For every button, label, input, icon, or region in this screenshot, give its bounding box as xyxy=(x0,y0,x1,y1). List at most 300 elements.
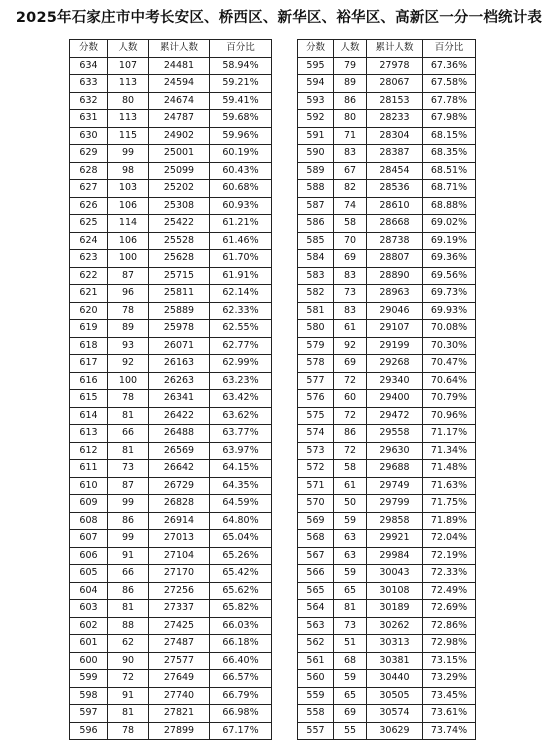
score-cell: 575 xyxy=(298,407,334,425)
count-cell: 83 xyxy=(334,302,367,320)
count-cell: 79 xyxy=(334,57,367,75)
cumulative-cell: 27821 xyxy=(149,705,210,723)
percent-cell: 70.79% xyxy=(423,390,476,408)
cumulative-cell: 26729 xyxy=(149,477,210,495)
score-cell: 588 xyxy=(298,180,334,198)
count-cell: 83 xyxy=(334,267,367,285)
percent-cell: 59.21% xyxy=(210,75,272,93)
table-row xyxy=(298,92,476,110)
percent-cell: 59.41% xyxy=(210,92,272,110)
cumulative-cell: 29400 xyxy=(367,390,423,408)
table-row xyxy=(298,75,476,93)
table-row xyxy=(70,705,272,723)
score-cell: 619 xyxy=(70,320,108,338)
table-row xyxy=(70,127,272,145)
percent-cell: 66.18% xyxy=(210,635,272,653)
count-cell: 106 xyxy=(108,197,149,215)
count-cell: 81 xyxy=(108,442,149,460)
percent-cell: 72.33% xyxy=(423,565,476,583)
header-count: 人数 xyxy=(108,40,149,58)
table-row xyxy=(70,477,272,495)
score-cell: 620 xyxy=(70,302,108,320)
table-row xyxy=(70,92,272,110)
table-row xyxy=(70,145,272,163)
cumulative-cell: 28387 xyxy=(367,145,423,163)
count-cell: 100 xyxy=(108,372,149,390)
score-cell: 592 xyxy=(298,110,334,128)
score-cell: 565 xyxy=(298,582,334,600)
cumulative-cell: 25715 xyxy=(149,267,210,285)
score-cell: 601 xyxy=(70,635,108,653)
score-cell: 615 xyxy=(70,390,108,408)
table-row xyxy=(298,145,476,163)
score-cell: 614 xyxy=(70,407,108,425)
count-cell: 51 xyxy=(334,635,367,653)
score-cell: 630 xyxy=(70,127,108,145)
score-cell: 593 xyxy=(298,92,334,110)
header-percent: 百分比 xyxy=(210,40,272,58)
count-cell: 66 xyxy=(108,565,149,583)
score-cell: 580 xyxy=(298,320,334,338)
header-cumulative: 累计人数 xyxy=(149,40,210,58)
table-row xyxy=(70,547,272,565)
count-cell: 59 xyxy=(334,512,367,530)
table-header-row xyxy=(298,40,476,58)
percent-cell: 65.42% xyxy=(210,565,272,583)
table-row xyxy=(298,320,476,338)
percent-cell: 69.73% xyxy=(423,285,476,303)
score-cell: 595 xyxy=(298,57,334,75)
percent-cell: 72.98% xyxy=(423,635,476,653)
table-row xyxy=(70,407,272,425)
percent-cell: 68.15% xyxy=(423,127,476,145)
table-row xyxy=(70,180,272,198)
count-cell: 81 xyxy=(108,705,149,723)
cumulative-cell: 29046 xyxy=(367,302,423,320)
percent-cell: 68.35% xyxy=(423,145,476,163)
cumulative-cell: 25978 xyxy=(149,320,210,338)
percent-cell: 61.70% xyxy=(210,250,272,268)
cumulative-cell: 28067 xyxy=(367,75,423,93)
table-row xyxy=(298,460,476,478)
score-table-right xyxy=(297,39,476,740)
count-cell: 50 xyxy=(334,495,367,513)
count-cell: 89 xyxy=(334,75,367,93)
percent-cell: 69.02% xyxy=(423,215,476,233)
cumulative-cell: 27649 xyxy=(149,670,210,688)
table-row xyxy=(298,530,476,548)
cumulative-cell: 27740 xyxy=(149,687,210,705)
cumulative-cell: 29688 xyxy=(367,460,423,478)
score-cell: 576 xyxy=(298,390,334,408)
count-cell: 103 xyxy=(108,180,149,198)
score-cell: 616 xyxy=(70,372,108,390)
cumulative-cell: 26488 xyxy=(149,425,210,443)
score-cell: 558 xyxy=(298,705,334,723)
cumulative-cell: 28304 xyxy=(367,127,423,145)
score-cell: 613 xyxy=(70,425,108,443)
percent-cell: 73.45% xyxy=(423,687,476,705)
cumulative-cell: 28738 xyxy=(367,232,423,250)
score-cell: 605 xyxy=(70,565,108,583)
percent-cell: 62.14% xyxy=(210,285,272,303)
percent-cell: 63.77% xyxy=(210,425,272,443)
percent-cell: 70.08% xyxy=(423,320,476,338)
table-row xyxy=(298,600,476,618)
percent-cell: 70.47% xyxy=(423,355,476,373)
cumulative-cell: 28454 xyxy=(367,162,423,180)
table-row xyxy=(70,162,272,180)
cumulative-cell: 27425 xyxy=(149,617,210,635)
table-row xyxy=(70,267,272,285)
table-row xyxy=(70,617,272,635)
percent-cell: 67.98% xyxy=(423,110,476,128)
score-cell: 573 xyxy=(298,442,334,460)
percent-cell: 60.43% xyxy=(210,162,272,180)
count-cell: 106 xyxy=(108,232,149,250)
cumulative-cell: 25308 xyxy=(149,197,210,215)
header-score: 分数 xyxy=(298,40,334,58)
table-row xyxy=(298,425,476,443)
count-cell: 72 xyxy=(334,372,367,390)
score-cell: 578 xyxy=(298,355,334,373)
percent-cell: 65.62% xyxy=(210,582,272,600)
table-row xyxy=(70,110,272,128)
count-cell: 83 xyxy=(334,145,367,163)
percent-cell: 71.75% xyxy=(423,495,476,513)
score-cell: 591 xyxy=(298,127,334,145)
cumulative-cell: 24481 xyxy=(149,57,210,75)
score-cell: 632 xyxy=(70,92,108,110)
cumulative-cell: 30440 xyxy=(367,670,423,688)
count-cell: 87 xyxy=(108,477,149,495)
header-cumulative: 累计人数 xyxy=(367,40,423,58)
percent-cell: 60.19% xyxy=(210,145,272,163)
percent-cell: 63.23% xyxy=(210,372,272,390)
score-cell: 628 xyxy=(70,162,108,180)
score-cell: 582 xyxy=(298,285,334,303)
table-row xyxy=(70,320,272,338)
cumulative-cell: 29107 xyxy=(367,320,423,338)
score-cell: 600 xyxy=(70,652,108,670)
count-cell: 69 xyxy=(334,705,367,723)
cumulative-cell: 29472 xyxy=(367,407,423,425)
percent-cell: 66.57% xyxy=(210,670,272,688)
percent-cell: 65.82% xyxy=(210,600,272,618)
score-cell: 566 xyxy=(298,565,334,583)
count-cell: 99 xyxy=(108,530,149,548)
count-cell: 80 xyxy=(108,92,149,110)
table-row xyxy=(70,600,272,618)
table-row xyxy=(70,250,272,268)
table-row xyxy=(298,285,476,303)
count-cell: 86 xyxy=(108,512,149,530)
percent-cell: 70.64% xyxy=(423,372,476,390)
cumulative-cell: 26071 xyxy=(149,337,210,355)
count-cell: 61 xyxy=(334,320,367,338)
percent-cell: 68.71% xyxy=(423,180,476,198)
count-cell: 100 xyxy=(108,250,149,268)
cumulative-cell: 30505 xyxy=(367,687,423,705)
table-row xyxy=(70,285,272,303)
percent-cell: 62.33% xyxy=(210,302,272,320)
table-row xyxy=(298,670,476,688)
table-row xyxy=(298,547,476,565)
score-cell: 626 xyxy=(70,197,108,215)
percent-cell: 60.68% xyxy=(210,180,272,198)
score-cell: 604 xyxy=(70,582,108,600)
score-cell: 563 xyxy=(298,617,334,635)
count-cell: 67 xyxy=(334,162,367,180)
table-row xyxy=(70,302,272,320)
cumulative-cell: 30381 xyxy=(367,652,423,670)
percent-cell: 72.04% xyxy=(423,530,476,548)
count-cell: 96 xyxy=(108,285,149,303)
percent-cell: 66.40% xyxy=(210,652,272,670)
percent-cell: 71.17% xyxy=(423,425,476,443)
count-cell: 98 xyxy=(108,162,149,180)
count-cell: 74 xyxy=(334,197,367,215)
table-row xyxy=(298,652,476,670)
count-cell: 86 xyxy=(334,425,367,443)
score-cell: 627 xyxy=(70,180,108,198)
count-cell: 113 xyxy=(108,110,149,128)
table-row xyxy=(70,635,272,653)
count-cell: 73 xyxy=(334,617,367,635)
cumulative-cell: 26569 xyxy=(149,442,210,460)
cumulative-cell: 28610 xyxy=(367,197,423,215)
cumulative-cell: 29799 xyxy=(367,495,423,513)
cumulative-cell: 29199 xyxy=(367,337,423,355)
score-cell: 606 xyxy=(70,547,108,565)
cumulative-cell: 27104 xyxy=(149,547,210,565)
table-row xyxy=(70,460,272,478)
page-title: 2025年石家庄市中考长安区、桥西区、新华区、裕华区、高新区一分一档统计表 xyxy=(15,10,543,26)
percent-cell: 66.98% xyxy=(210,705,272,723)
score-cell: 587 xyxy=(298,197,334,215)
percent-cell: 70.96% xyxy=(423,407,476,425)
score-cell: 597 xyxy=(70,705,108,723)
cumulative-cell: 29630 xyxy=(367,442,423,460)
percent-cell: 73.29% xyxy=(423,670,476,688)
cumulative-cell: 27978 xyxy=(367,57,423,75)
count-cell: 93 xyxy=(108,337,149,355)
table-row xyxy=(298,407,476,425)
score-cell: 603 xyxy=(70,600,108,618)
cumulative-cell: 24594 xyxy=(149,75,210,93)
percent-cell: 61.91% xyxy=(210,267,272,285)
score-cell: 633 xyxy=(70,75,108,93)
percent-cell: 72.49% xyxy=(423,582,476,600)
score-cell: 611 xyxy=(70,460,108,478)
table-row xyxy=(70,495,272,513)
score-cell: 589 xyxy=(298,162,334,180)
percent-cell: 67.58% xyxy=(423,75,476,93)
count-cell: 86 xyxy=(334,92,367,110)
count-cell: 72 xyxy=(334,442,367,460)
table-header-row xyxy=(70,40,272,58)
cumulative-cell: 27013 xyxy=(149,530,210,548)
table-row xyxy=(70,425,272,443)
percent-cell: 64.80% xyxy=(210,512,272,530)
header-score: 分数 xyxy=(70,40,108,58)
score-cell: 624 xyxy=(70,232,108,250)
percent-cell: 58.94% xyxy=(210,57,272,75)
table-row xyxy=(70,722,272,740)
percent-cell: 59.68% xyxy=(210,110,272,128)
cumulative-cell: 26828 xyxy=(149,495,210,513)
score-cell: 622 xyxy=(70,267,108,285)
count-cell: 65 xyxy=(334,687,367,705)
score-cell: 618 xyxy=(70,337,108,355)
cumulative-cell: 30043 xyxy=(367,565,423,583)
score-cell: 586 xyxy=(298,215,334,233)
table-row xyxy=(70,372,272,390)
score-cell: 612 xyxy=(70,442,108,460)
table-row xyxy=(70,512,272,530)
table-row xyxy=(298,617,476,635)
cumulative-cell: 28153 xyxy=(367,92,423,110)
count-cell: 72 xyxy=(108,670,149,688)
percent-cell: 69.36% xyxy=(423,250,476,268)
table-row xyxy=(298,477,476,495)
cumulative-cell: 29340 xyxy=(367,372,423,390)
cumulative-cell: 29921 xyxy=(367,530,423,548)
count-cell: 107 xyxy=(108,57,149,75)
count-cell: 66 xyxy=(108,425,149,443)
score-cell: 617 xyxy=(70,355,108,373)
percent-cell: 62.99% xyxy=(210,355,272,373)
percent-cell: 66.79% xyxy=(210,687,272,705)
table-row xyxy=(298,635,476,653)
table-row xyxy=(298,250,476,268)
count-cell: 55 xyxy=(334,722,367,740)
count-cell: 68 xyxy=(334,652,367,670)
score-cell: 579 xyxy=(298,337,334,355)
table-row xyxy=(298,390,476,408)
table-row xyxy=(70,530,272,548)
score-cell: 631 xyxy=(70,110,108,128)
cumulative-cell: 28233 xyxy=(367,110,423,128)
table-row xyxy=(298,705,476,723)
cumulative-cell: 24674 xyxy=(149,92,210,110)
score-cell: 559 xyxy=(298,687,334,705)
table-row xyxy=(298,722,476,740)
table-row xyxy=(70,232,272,250)
cumulative-cell: 30629 xyxy=(367,722,423,740)
cumulative-cell: 25202 xyxy=(149,180,210,198)
count-cell: 90 xyxy=(108,652,149,670)
table-row xyxy=(298,495,476,513)
percent-cell: 69.56% xyxy=(423,267,476,285)
score-cell: 598 xyxy=(70,687,108,705)
score-cell: 570 xyxy=(298,495,334,513)
cumulative-cell: 26163 xyxy=(149,355,210,373)
score-cell: 569 xyxy=(298,512,334,530)
cumulative-cell: 24902 xyxy=(149,127,210,145)
table-row xyxy=(298,162,476,180)
table-row xyxy=(298,337,476,355)
score-cell: 596 xyxy=(70,722,108,740)
count-cell: 87 xyxy=(108,267,149,285)
count-cell: 65 xyxy=(334,582,367,600)
cumulative-cell: 30189 xyxy=(367,600,423,618)
percent-cell: 69.93% xyxy=(423,302,476,320)
table-row xyxy=(70,582,272,600)
score-cell: 568 xyxy=(298,530,334,548)
cumulative-cell: 28668 xyxy=(367,215,423,233)
count-cell: 69 xyxy=(334,250,367,268)
table-row xyxy=(70,670,272,688)
percent-cell: 64.15% xyxy=(210,460,272,478)
percent-cell: 68.88% xyxy=(423,197,476,215)
table-row xyxy=(298,372,476,390)
percent-cell: 72.69% xyxy=(423,600,476,618)
count-cell: 60 xyxy=(334,390,367,408)
table-row xyxy=(298,565,476,583)
count-cell: 63 xyxy=(334,530,367,548)
table-row xyxy=(298,355,476,373)
score-cell: 621 xyxy=(70,285,108,303)
count-cell: 81 xyxy=(108,600,149,618)
percent-cell: 71.48% xyxy=(423,460,476,478)
header-percent: 百分比 xyxy=(423,40,476,58)
score-cell: 599 xyxy=(70,670,108,688)
count-cell: 62 xyxy=(108,635,149,653)
percent-cell: 71.63% xyxy=(423,477,476,495)
score-cell: 560 xyxy=(298,670,334,688)
count-cell: 58 xyxy=(334,460,367,478)
percent-cell: 60.93% xyxy=(210,197,272,215)
count-cell: 80 xyxy=(334,110,367,128)
count-cell: 73 xyxy=(334,285,367,303)
score-cell: 562 xyxy=(298,635,334,653)
percent-cell: 68.51% xyxy=(423,162,476,180)
count-cell: 78 xyxy=(108,722,149,740)
score-cell: 590 xyxy=(298,145,334,163)
score-cell: 584 xyxy=(298,250,334,268)
table-row xyxy=(298,127,476,145)
percent-cell: 61.46% xyxy=(210,232,272,250)
table-row xyxy=(70,442,272,460)
cumulative-cell: 29268 xyxy=(367,355,423,373)
cumulative-cell: 27487 xyxy=(149,635,210,653)
cumulative-cell: 26341 xyxy=(149,390,210,408)
cumulative-cell: 27577 xyxy=(149,652,210,670)
count-cell: 81 xyxy=(334,600,367,618)
cumulative-cell: 26263 xyxy=(149,372,210,390)
table-row xyxy=(70,565,272,583)
table-row xyxy=(298,512,476,530)
score-cell: 564 xyxy=(298,600,334,618)
score-cell: 577 xyxy=(298,372,334,390)
count-cell: 86 xyxy=(108,582,149,600)
table-row xyxy=(298,57,476,75)
score-cell: 634 xyxy=(70,57,108,75)
table-row xyxy=(70,355,272,373)
percent-cell: 67.36% xyxy=(423,57,476,75)
table-row xyxy=(70,215,272,233)
percent-cell: 64.35% xyxy=(210,477,272,495)
count-cell: 115 xyxy=(108,127,149,145)
percent-cell: 61.21% xyxy=(210,215,272,233)
count-cell: 78 xyxy=(108,302,149,320)
cumulative-cell: 30262 xyxy=(367,617,423,635)
percent-cell: 64.59% xyxy=(210,495,272,513)
count-cell: 99 xyxy=(108,495,149,513)
percent-cell: 70.30% xyxy=(423,337,476,355)
cumulative-cell: 26422 xyxy=(149,407,210,425)
